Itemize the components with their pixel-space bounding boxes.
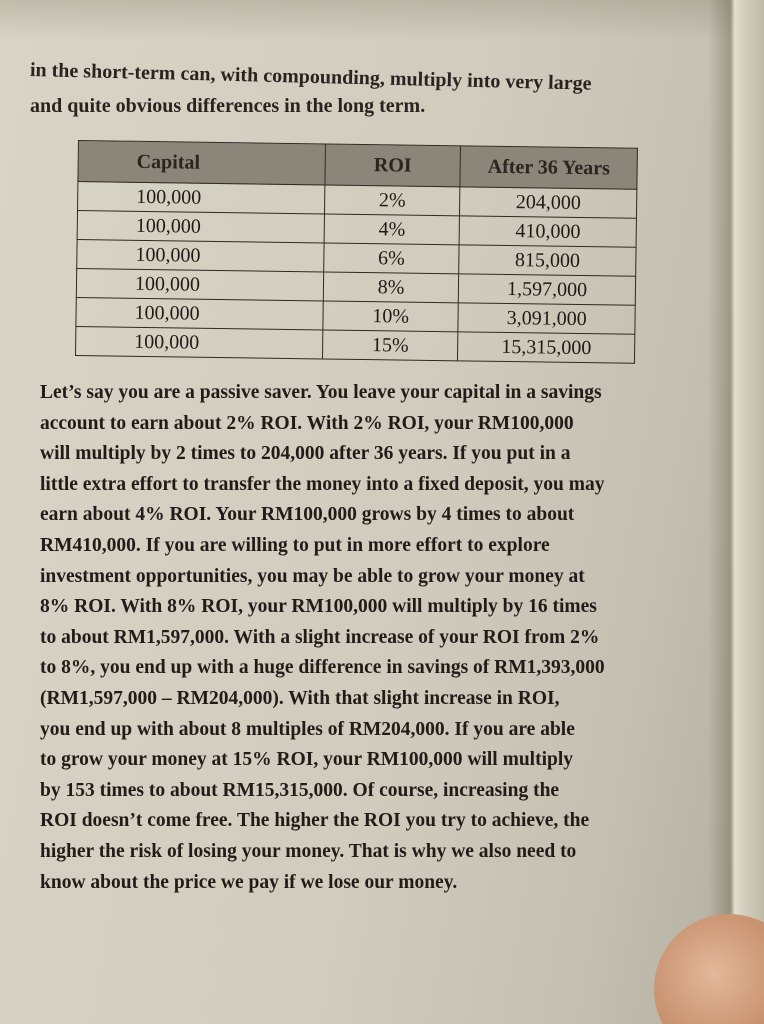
roi-table (75, 140, 638, 364)
body-line: to 8%, you end up with a huge difference in savings of RM1,393,000 (40, 657, 605, 679)
cell-roi: 4% (324, 214, 460, 245)
book-binding-edge (708, 0, 764, 1024)
body-line: to grow your money at 15% ROI, your RM100,000 will multiply (40, 749, 574, 771)
cell-capital: 100,000 (78, 182, 325, 214)
cell-after: 3,091,000 (458, 303, 635, 334)
cell-after: 204,000 (460, 187, 637, 218)
body-line: (RM1,597,000 – RM204,000). With that slight increase in ROI, (40, 687, 560, 709)
body-line: ROI doesn’t come free. The higher the ROI you try to achieve, the (40, 810, 590, 832)
body-line: earn about 4% ROI. Your RM100,000 grows by 4 times to about (40, 504, 575, 526)
body-line: to about RM1,597,000. With a slight increase of your ROI from 2% (40, 626, 600, 648)
body-line: you end up with about 8 multiples of RM204,000. If you are able (40, 718, 575, 740)
cell-after: 1,597,000 (459, 274, 636, 305)
thumb (654, 914, 764, 1024)
cell-after: 815,000 (459, 245, 636, 276)
intro-paragraph (30, 52, 690, 124)
cell-after: 410,000 (459, 216, 636, 247)
header-after-36-years: After 36 Years (460, 146, 637, 189)
body-line: account to earn about 2% ROI. With 2% ROI, your RM100,000 (40, 412, 574, 434)
body-line: higher the risk of losing your money. That is why we also need to (40, 840, 577, 862)
header-capital: Capital (78, 141, 325, 185)
body-line: will multiply by 2 times to 204,000 after 36 years. If you put in a (40, 443, 571, 465)
cell-after: 15,315,000 (458, 332, 635, 363)
cell-roi: 6% (324, 243, 460, 274)
cell-capital: 100,000 (76, 268, 323, 300)
body-line: investment opportunities, you may be able to grow your money at (40, 565, 585, 587)
cell-roi: 8% (323, 272, 459, 303)
cell-roi: 2% (324, 185, 460, 216)
body-line: know about the price we pay if we lose our money. (40, 871, 458, 893)
body-paragraph (40, 378, 680, 898)
cell-capital: 100,000 (77, 211, 324, 243)
intro-line-2: and quite obvious differences in the long term. (30, 95, 426, 117)
cell-roi: 15% (322, 330, 458, 361)
body-line: 8% ROI. With 8% ROI, your RM100,000 will multiply by 16 times (40, 596, 597, 618)
body-line: little extra effort to transfer the money into a fixed deposit, you may (40, 473, 605, 495)
intro-line-1: in the short-term can, with compounding, multiply into very large (29, 59, 592, 95)
page-shadow (0, 0, 764, 40)
cell-roi: 10% (323, 301, 459, 332)
body-line: by 153 times to about RM15,315,000. Of course, increasing the (40, 779, 560, 801)
cell-capital: 100,000 (77, 239, 324, 271)
cell-capital: 100,000 (75, 326, 322, 358)
header-roi: ROI (325, 144, 461, 187)
cell-capital: 100,000 (76, 297, 323, 329)
body-line: RM410,000. If you are willing to put in more effort to explore (40, 534, 550, 556)
body-line: Let’s say you are a passive saver. You leave your capital in a savings (40, 382, 602, 403)
